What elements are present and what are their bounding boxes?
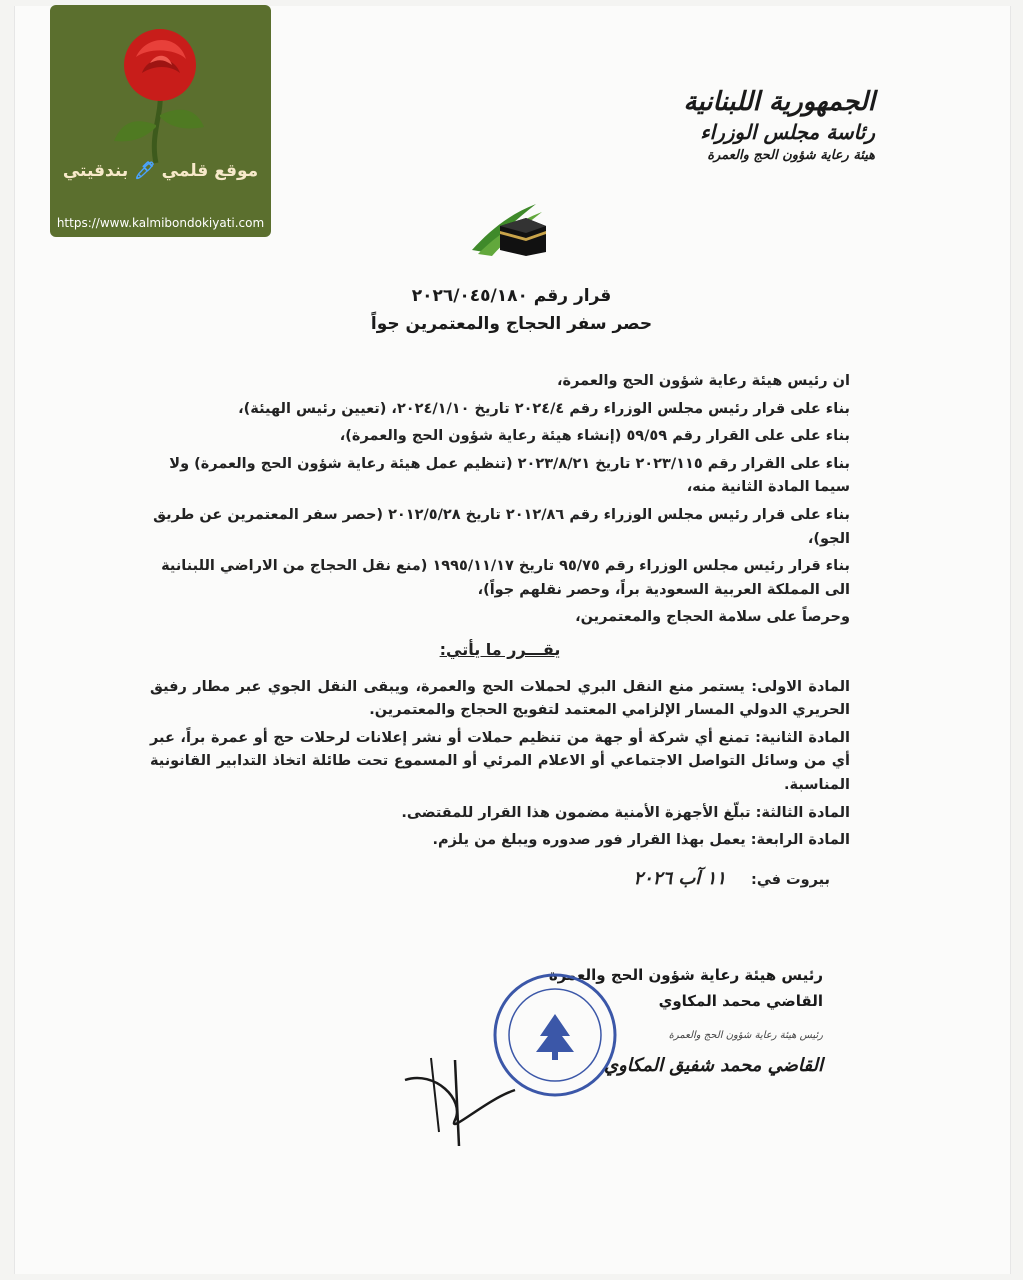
handwritten-date: ١١ آب ٢٠٢٦ xyxy=(633,867,726,889)
resolves-heading: يقـــرر ما يأتي: xyxy=(439,639,561,659)
article-1 xyxy=(150,676,850,723)
article-text: تمنع أي شركة أو جهة من تنظيم حملات أو نشر إعلانات لرحلات حج أو عمرة براً، عبر أي من وسائل التواصل الاجتماعي أو الاعلام المرئي أو المسموع تحت طائلة اتخاذ التدابير القانونية المناسبة. xyxy=(150,729,850,793)
letterhead-authority: هيئة رعاية شؤون الحج والعمرة xyxy=(707,148,875,163)
article-label: المادة الرابعة: xyxy=(750,832,850,849)
letterhead xyxy=(645,86,875,166)
place-date-line xyxy=(150,867,850,893)
signatory-title: رئيس هيئة رعاية شؤون الحج والعمرة xyxy=(548,966,823,984)
preamble-line: بناء على على القرار رقم ٥٩/٥٩ (إنشاء هيئة رعاية شؤون الحج والعمرة)، xyxy=(339,428,850,445)
preamble-line: وحرصاً على سلامة الحجاج والمعتمرين، xyxy=(575,609,850,626)
article-text: يعمل بهذا القرار فور صدوره ويبلغ من يلزم. xyxy=(432,832,746,849)
article-2 xyxy=(150,727,850,798)
stamp-caption: رئيس هيئة رعاية شؤون الحج والعمرة xyxy=(668,1030,823,1041)
site-name-part1: موقع قلمي xyxy=(161,161,259,181)
pen-icon: 🖊 xyxy=(134,161,156,181)
decision-heading xyxy=(0,282,1023,338)
article-label: المادة الثالثة: xyxy=(755,804,850,821)
kaaba-icon xyxy=(470,200,550,256)
site-name xyxy=(50,161,271,181)
letterhead-presidency: رئاسة مجلس الوزراء xyxy=(700,120,875,144)
article-3 xyxy=(150,802,850,826)
preamble-line: بناء على القرار رقم ٢٠٢٣/١١٥ تاريخ ٢٠٢٣/٨/٢١ (تنظيم عمل هيئة رعاية شؤون الحج والعمرة) ولا سيما المادة الثانية منه، xyxy=(169,455,850,496)
article-4 xyxy=(150,829,850,853)
article-text: تبلّغ الأجهزة الأمنية مضمون هذا القرار للمقتضى. xyxy=(401,804,751,821)
article-label: المادة الثانية: xyxy=(755,729,850,746)
decision-number: قرار رقم ٢٠٢٦/٠٤٥/١٨٠ xyxy=(411,286,612,306)
site-url-link[interactable]: https://www.kalmibondokiyati.com xyxy=(56,216,265,230)
preamble-line: بناء على قرار رئيس مجلس الوزراء رقم ٢٠٢٤/٤ تاريخ ٢٠٢٤/١/١٠، (تعيين رئيس الهيئة)، xyxy=(238,400,850,417)
signatory-name: القاضي محمد المكاوي xyxy=(658,992,823,1010)
site-watermark-badge[interactable] xyxy=(50,5,271,237)
decision-subject: حصر سفر الحجاج والمعتمرين جواً xyxy=(370,314,653,334)
rose-icon xyxy=(90,15,230,165)
letterhead-republic: الجمهورية اللبنانية xyxy=(683,87,875,117)
signature-scribble-icon xyxy=(395,1040,535,1150)
site-name-part2: بندقيتي xyxy=(62,161,129,181)
decision-body xyxy=(150,370,850,896)
preamble-line: ان رئيس هيئة رعاية شؤون الحج والعمرة، xyxy=(557,373,850,389)
preamble-line: بناء على قرار رئيس مجلس الوزراء رقم ٢٠١٢/٨٦ تاريخ ٢٠١٢/٥/٢٨ (حصر سفر المعتمرين عن طريق الجو)، xyxy=(153,506,850,547)
article-text: يستمر منع النقل البري لحملات الحج والعمرة، ويبقى النقل الجوي عبر مطار رفيق الحريري الدولي المسار الإلزامي المعتمد لتفويج الحجاج والمعتمرين. xyxy=(150,678,850,719)
article-label: المادة الاولى: xyxy=(751,678,850,695)
handwritten-signature-name: القاضي محمد شفيق المكاوي xyxy=(603,1055,823,1076)
place-label: بيروت في: xyxy=(751,871,830,888)
preamble-line: بناء قرار رئيس مجلس الوزراء رقم ٩٥/٧٥ تاريخ ١٩٩٥/١١/١٧ (منع نقل الحجاج من الاراضي اللبنانية الى المملكة العربية السعودية براً، وحصر نقلهم جواً)، xyxy=(161,558,850,598)
